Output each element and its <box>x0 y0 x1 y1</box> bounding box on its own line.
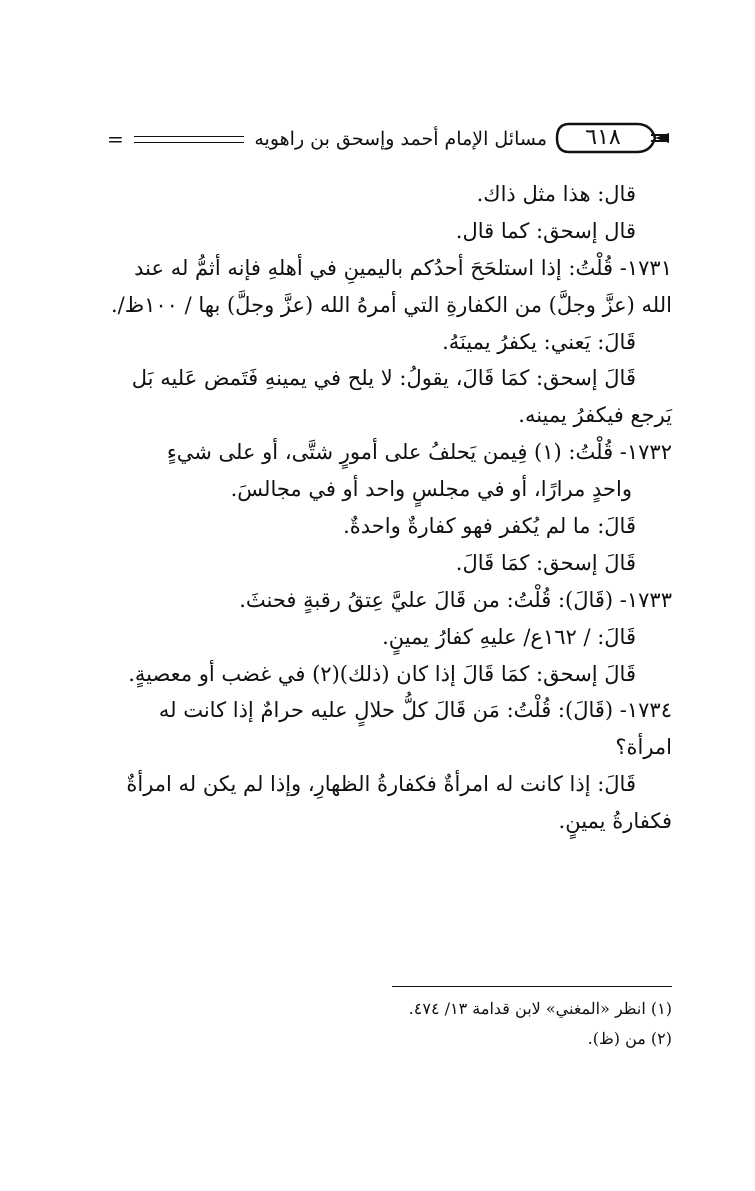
text-line: قَالَ: ما لم يُكفر فهو كفارةٌ واحدةٌ. <box>343 514 636 539</box>
footnote: (٢) من (ظ). <box>587 1029 672 1048</box>
text-line: ١٧٣٣- (قَالَ): قُلْتُ: من قَالَ عليَّ عِتقُ رقبةٍ فحنثَ. <box>239 587 672 612</box>
text-line: قَالَ إسحق: كمَا قَالَ إذا كان (ذلك)(٢) في غضب أو معصيةٍ. <box>128 661 636 686</box>
text-line: ١٧٣٤- (قَالَ): قُلْتُ: مَن قَالَ كلُّ حلالٍ عليه حرامٌ إذا كانت له <box>158 698 672 723</box>
text-line: قال إسحق: كما قال. <box>455 218 636 243</box>
footnote: (١) انظر «المغني» لابن قدامة ١٣/ ٤٧٤. <box>408 999 672 1018</box>
text-line: واحدٍ مرارًا، أو في مجلسٍ واحد أو في مجالسَ. <box>230 477 632 502</box>
text-line: قَالَ: / ١٦٢ع/ عليهِ كفارُ يمينٍ. <box>382 624 636 649</box>
header-trailing-mark: = <box>107 127 124 151</box>
body-text <box>96 176 672 840</box>
page-header <box>100 118 675 162</box>
running-title: مسائل الإمام أحمد وإسحق بن راهويه <box>254 128 547 150</box>
text-line: يَرجع فيكفرُ يمينه. <box>518 403 672 428</box>
text-line: قَالَ إسحق: كمَا قَالَ، يقولُ: لا يلح في يمينهِ فَتَمض عَليه بَل <box>131 366 636 391</box>
text-line: قَالَ: يَعني: يكفرُ يمينَهُ. <box>442 329 636 354</box>
text-line: قَالَ إسحق: كمَا قَالَ. <box>455 550 636 575</box>
running-title-row <box>107 124 547 154</box>
text-line: قَالَ: إذا كانت له امرأةٌ فكفارةُ الظهارِ، وإذا لم يكن له امرأةٌ <box>126 772 636 797</box>
page-number-badge <box>551 120 669 156</box>
text-line: ١٧٣٢- قُلْتُ: (١) فِيمن يَحلفُ على أمورٍ شتَّى، أو على شيءٍ <box>166 440 672 465</box>
header-rule <box>134 136 245 143</box>
footnote-divider <box>392 986 672 987</box>
page-number: ٦١٨ <box>585 125 621 150</box>
text-line: فكفارةُ يمينٍ. <box>558 809 672 834</box>
text-line: ١٧٣١- قُلْتُ: إذا استلحَحَ أحدُكم باليمينِ في أهلهِ فإنه أثمُّ له عند <box>134 255 672 280</box>
text-line: قال: هذا مثل ذاك. <box>476 182 636 206</box>
text-line: الله (عزَّ وجلَّ) من الكفارةِ التي أمرهُ الله (عزَّ وجلَّ) بها / ١٠٠ظ/. <box>110 292 672 317</box>
text-line: امرأة؟ <box>615 735 672 760</box>
footnotes <box>96 994 672 1054</box>
